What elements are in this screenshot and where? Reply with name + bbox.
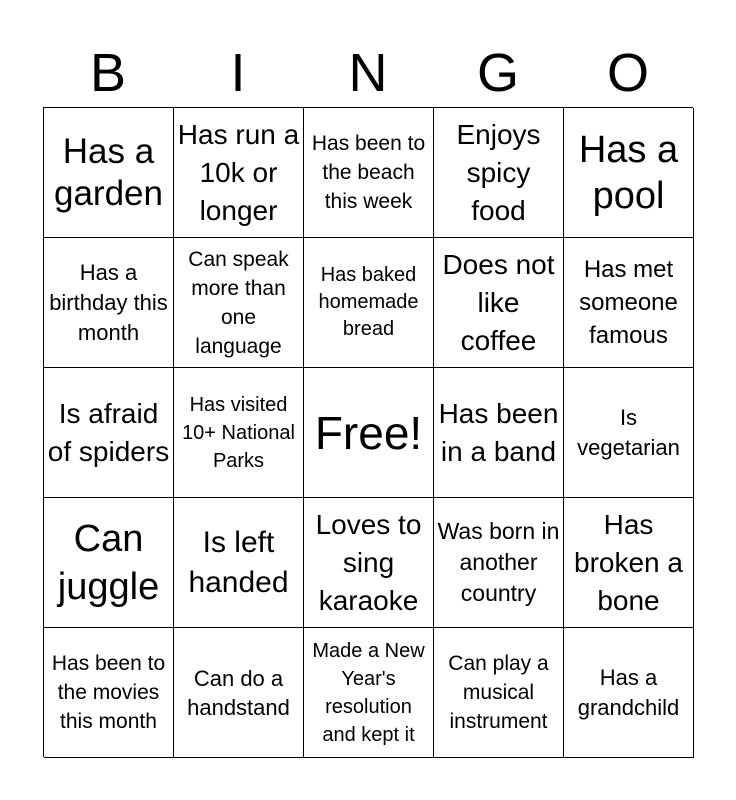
bingo-cell[interactable]	[434, 238, 564, 368]
bingo-cell[interactable]	[304, 238, 434, 368]
bingo-cell-text: Was born in another country	[437, 518, 560, 606]
bingo-cell[interactable]	[44, 368, 174, 498]
bingo-cell[interactable]	[564, 628, 694, 758]
bingo-cell-text: Has met someone famous	[579, 256, 678, 349]
bingo-cell[interactable]	[434, 368, 564, 498]
bingo-cell-text: Can play a musical instrument	[448, 652, 549, 733]
bingo-cell-text: Has a garden	[54, 131, 163, 213]
bingo-cell[interactable]	[174, 238, 304, 368]
header-letter-n: N	[348, 43, 388, 103]
bingo-cell[interactable]	[44, 238, 174, 368]
bingo-cell[interactable]	[304, 108, 434, 238]
bingo-cell[interactable]	[434, 108, 564, 238]
bingo-cell-text: Is afraid of spiders	[47, 397, 170, 467]
bingo-cell-text: Enjoys spicy food	[456, 118, 541, 226]
bingo-cell-text: Has been to the movies this month	[51, 652, 166, 733]
bingo-cell[interactable]	[564, 108, 694, 238]
bingo-card-grid	[43, 107, 693, 757]
header-letter-i: I	[230, 43, 246, 103]
bingo-cell-text: Has a pool	[578, 128, 679, 217]
bingo-cell-text: Has run a 10k or longer	[177, 118, 300, 226]
bingo-cell[interactable]	[174, 628, 304, 758]
bingo-cell[interactable]	[174, 368, 304, 498]
bingo-cell-text: Can do a handstand	[187, 665, 290, 720]
bingo-cell-text: Can juggle	[57, 517, 160, 608]
bingo-cell-text: Has been in a band	[438, 397, 559, 467]
bingo-cell-text: Has visited 10+ National Parks	[182, 393, 295, 472]
bingo-cell-text: Is vegetarian	[577, 404, 680, 460]
bingo-cell[interactable]	[44, 108, 174, 238]
bingo-cell-text: Has broken a bone	[574, 508, 683, 616]
bingo-cell-text: Made a New Year's resolution and kept it	[312, 639, 425, 746]
bingo-cell[interactable]	[174, 498, 304, 628]
bingo-header	[43, 40, 693, 106]
bingo-cell[interactable]	[174, 108, 304, 238]
header-letter-o: O	[606, 43, 649, 103]
bingo-cell[interactable]	[44, 498, 174, 628]
bingo-cell-text: Has a birthday this month	[49, 259, 168, 345]
free-space-text: Free!	[314, 406, 423, 459]
bingo-cell[interactable]	[304, 628, 434, 758]
header-letter-b: B	[89, 43, 127, 103]
bingo-cell-text: Has baked homemade bread	[318, 264, 419, 340]
bingo-cell[interactable]	[434, 498, 564, 628]
bingo-cell-text: Loves to sing karaoke	[315, 508, 422, 616]
bingo-cell-text: Does not like coffee	[442, 248, 555, 356]
bingo-cell-text: Can speak more than one language	[188, 247, 289, 358]
header-letter-g: G	[476, 43, 519, 103]
bingo-cell[interactable]	[44, 628, 174, 758]
bingo-cell[interactable]	[564, 368, 694, 498]
bingo-cell-text: Has a grandchild	[577, 664, 680, 720]
bingo-cell[interactable]	[304, 498, 434, 628]
bingo-cell[interactable]	[434, 628, 564, 758]
bingo-cell-text: Has been to the beach this week	[311, 132, 426, 213]
bingo-cell[interactable]	[564, 498, 694, 628]
free-space-cell[interactable]	[304, 368, 434, 498]
bingo-cell-text: Is left handed	[188, 525, 289, 599]
bingo-cell[interactable]	[564, 238, 694, 368]
